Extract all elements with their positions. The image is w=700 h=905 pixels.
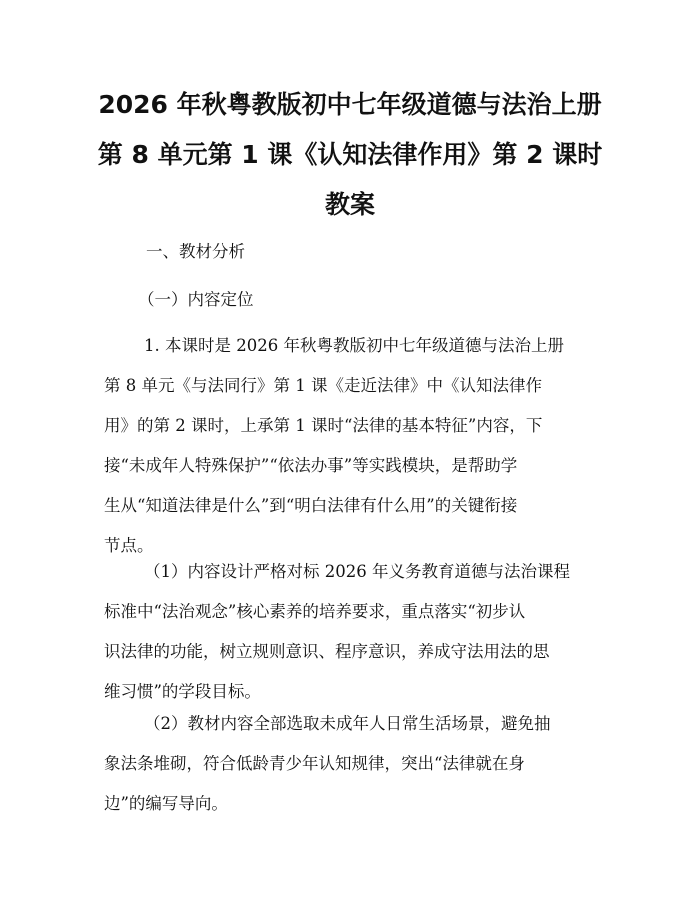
paragraph-content-position	[104, 326, 600, 566]
paragraph-curriculum-standard	[104, 552, 600, 712]
paragraph-line: 第 8 单元《与法同行》第 1 课《走近法律》中《认知法律作	[104, 376, 542, 395]
document-title	[90, 80, 610, 230]
paragraph-line: 用》的第 2 课时，上承第 1 课时“法律的基本特征”内容，下	[104, 416, 543, 435]
paragraph-line: 生从“知道法律是什么”到“明白法律有什么用”的关键衔接	[104, 496, 518, 515]
title-line-3: 教案	[324, 190, 375, 219]
paragraph-line: 标准中“法治观念”核心素养的培养要求，重点落实“初步认	[104, 602, 526, 621]
paragraph-line: 边”的编写导向。	[104, 794, 228, 813]
title-line-1: 2026 年秋粤教版初中七年级道德与法治上册	[98, 90, 602, 119]
paragraph-line: （2）教材内容全部选取未成年人日常生活场景，避免抽	[144, 714, 551, 733]
paragraph-life-scenes	[104, 704, 600, 824]
paragraph-line: 节点。	[104, 536, 154, 555]
paragraph-line: 识法律的功能，树立规则意识、程序意识，养成守法用法的思	[104, 642, 550, 661]
paragraph-line: 维习惯”的学段目标。	[104, 682, 261, 701]
paragraph-line: 1. 本课时是 2026 年秋粤教版初中七年级道德与法治上册	[144, 336, 564, 355]
subsection-heading-1: （一）内容定位	[138, 290, 254, 309]
paragraph-line: 接“未成年人特殊保护”“依法办事”等实践模块，是帮助学	[104, 456, 518, 475]
section-heading-1: 一、教材分析	[146, 242, 245, 261]
paragraph-line: （1）内容设计严格对标 2026 年义务教育道德与法治课程	[144, 562, 570, 581]
title-line-2: 第 8 单元第 1 课《认知法律作用》第 2 课时	[97, 140, 603, 169]
paragraph-line: 象法条堆砌，符合低龄青少年认知规律，突出“法律就在身	[104, 754, 525, 773]
